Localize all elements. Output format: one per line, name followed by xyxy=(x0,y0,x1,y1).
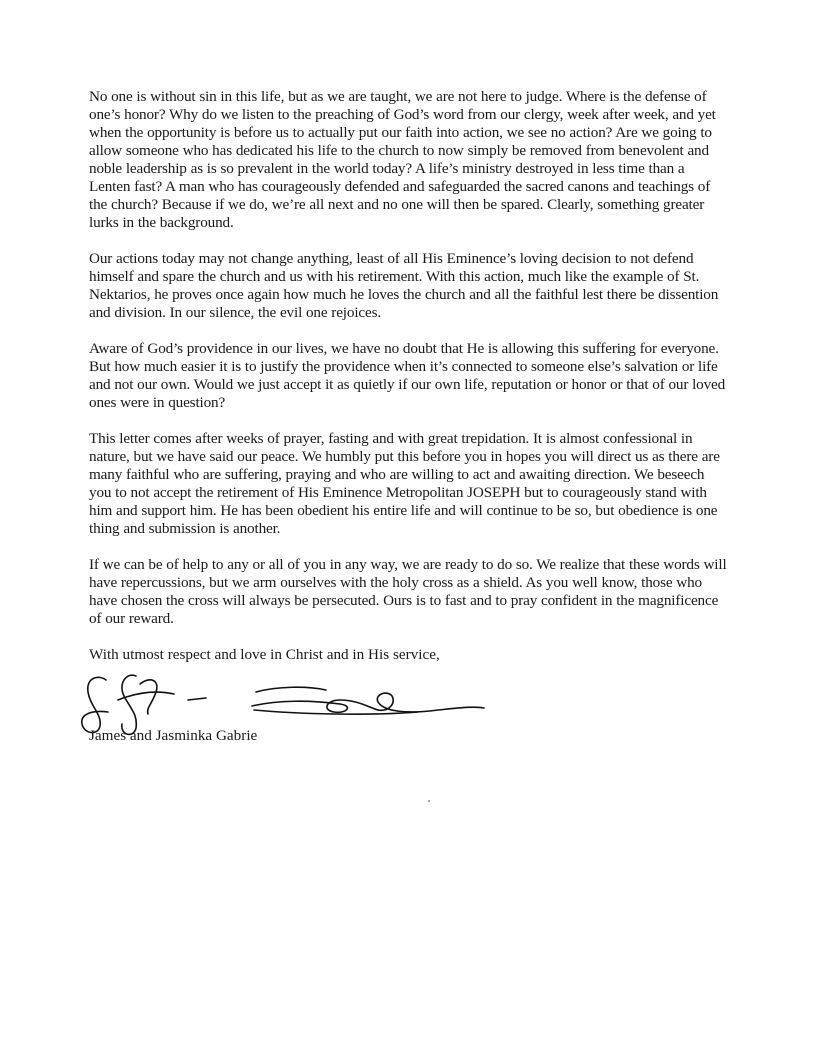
paragraph-3: Aware of God’s providence in our lives, we have no doubt that He is allowing this suffering for everyone. But how much easier it is to justify the providence when it’s connected to someone else’s salvation or life and not our own. Would we just accept it as quietly if our own life, reputation or honor or that of our loved ones were in question? xyxy=(89,340,726,411)
paragraph-5: If we can be of help to any or all of you in any way, we are ready to do so. We realize that these words will have repercussions, but we arm ourselves with the holy cross as a shield. As you well know, those who have chosen the cross will always be persecuted. Ours is to fast and to pray confident in the magnificence of our reward. xyxy=(89,556,727,627)
scan-speck xyxy=(428,800,430,802)
signer-name: James and Jasminka Gabrie xyxy=(89,727,258,744)
paragraph-2: Our actions today may not change anything, least of all His Eminence’s loving decision to not defend himself and spare the church and us with his retirement. With this action, much like the example of St. Nektarios, he proves once again how much he loves the church and all the faithful lest there be dissention and division. In our silence, the evil one rejoices. xyxy=(89,250,719,321)
paragraph-1: No one is without sin in this life, but as we are taught, we are not here to judge. Where is the defense of one’s honor? Why do we listen to the preaching of God’s word from our clergy, week after week, and yet when the opportunity is before us to actually put our faith into action, we see no action? Are we going to allow someone who has dedicated his life to the church to now simply be removed from benevolent and noble leadership as is so prevalent in the world today? A life’s ministry destroyed in less time than a Lenten fast? A man who has courageously defended and safeguarded the sacred canons and teachings of the church? Because if we do, we’re all next and no one will then be spared. Clearly, something greater lurks in the background. xyxy=(89,88,716,231)
closing-line: With utmost respect and love in Christ and in His service, xyxy=(89,646,440,663)
paragraph-4: This letter comes after weeks of prayer, fasting and with great trepidation. It is almost confessional in nature, but we have said our peace. We humbly put this before you in hopes you will direct us as there are many faithful who are suffering, praying and who are willing to act and awaiting direction. We beseech you to not accept the retirement of His Eminence Metropolitan JOSEPH but to courageously stand with him and support him. He has been obedient his entire life and will continue to be so, but obedience is one thing and submission is another. xyxy=(89,430,720,537)
letter-body xyxy=(89,88,729,664)
